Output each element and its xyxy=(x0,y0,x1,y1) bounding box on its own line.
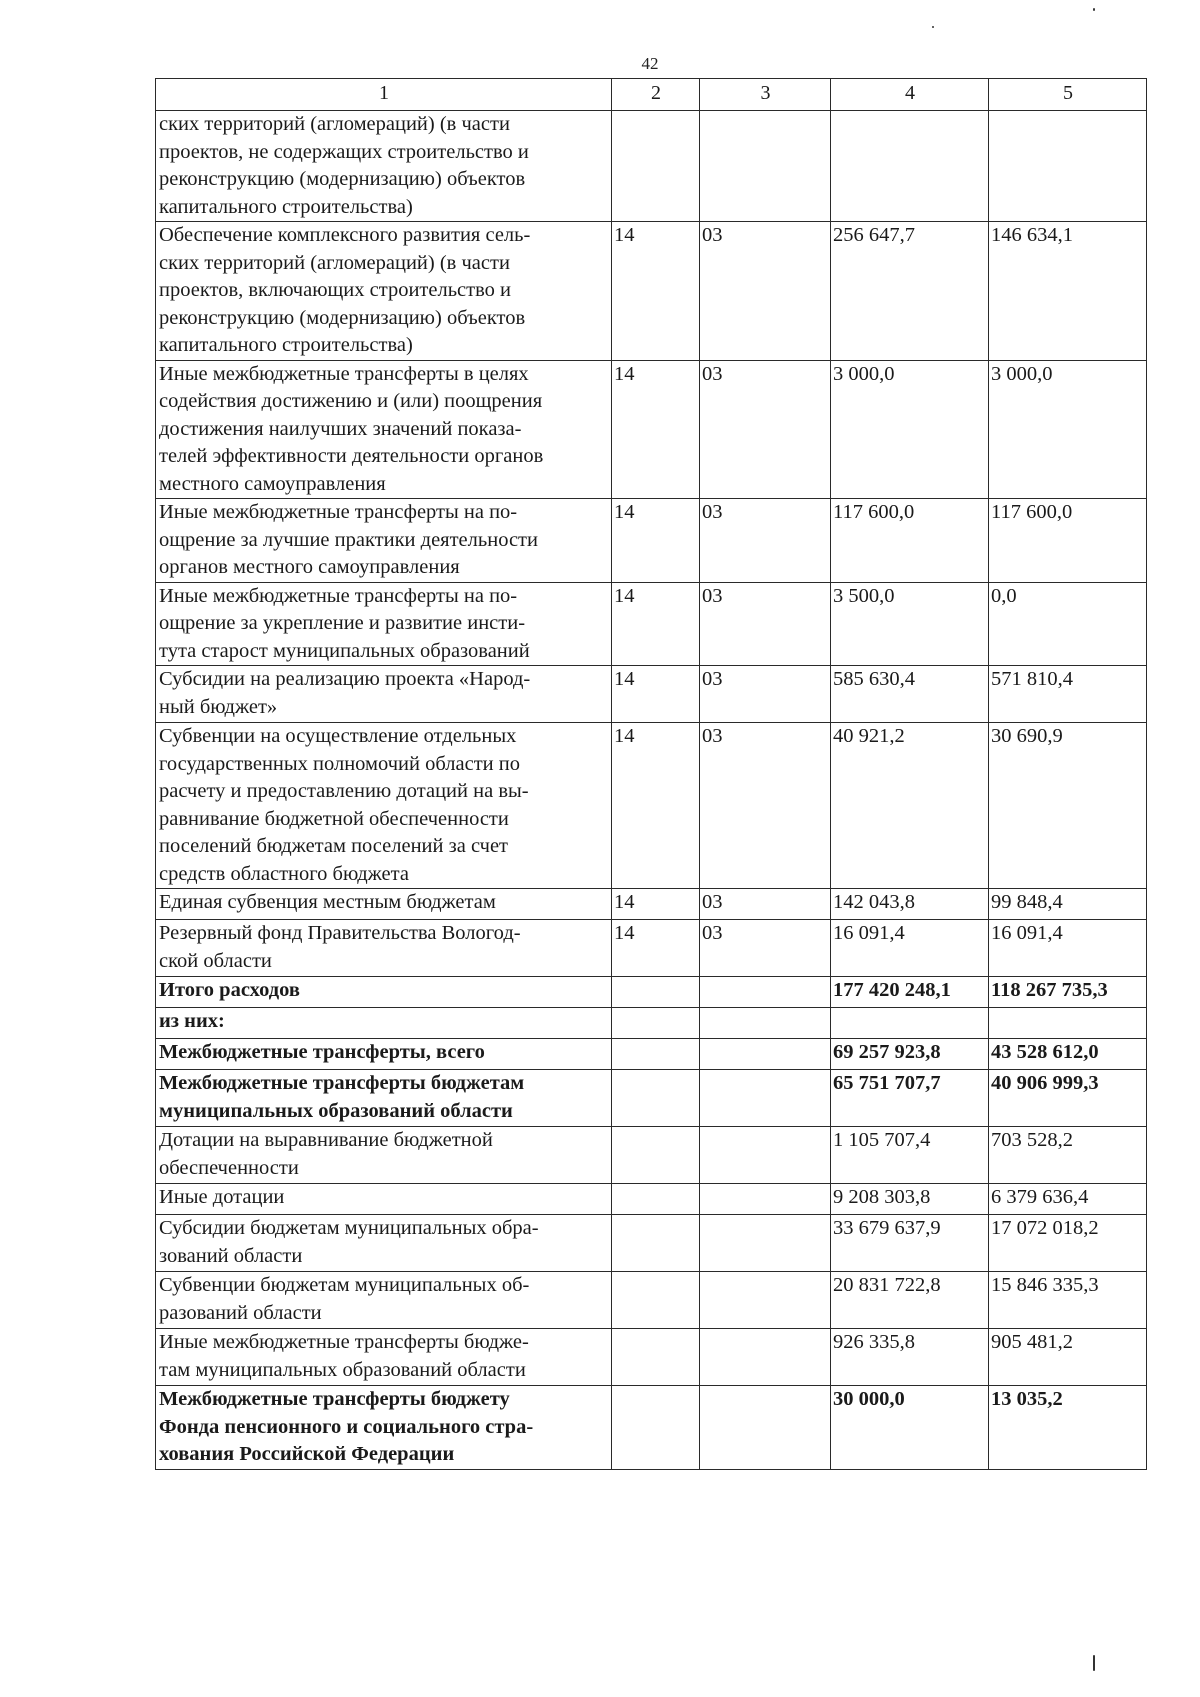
table-row xyxy=(156,920,1147,977)
row-code-cell xyxy=(612,977,700,1008)
row-amount-plan-cell: 256 647,7 xyxy=(831,222,989,361)
row-amount-fact-cell: 30 690,9 xyxy=(989,723,1147,889)
scan-speck xyxy=(1093,8,1095,11)
row-amount-plan-cell: 177 420 248,1 xyxy=(831,977,989,1008)
row-amount-fact-cell: 15 846 335,3 xyxy=(989,1272,1147,1329)
header-cell-5: 5 xyxy=(989,79,1147,111)
row-name-cell: Резервный фонд Правительства Вологод- ской области xyxy=(156,920,612,977)
row-amount-plan-cell xyxy=(831,1008,989,1039)
row-code-cell xyxy=(612,1008,700,1039)
row-code-cell xyxy=(612,1127,700,1184)
table-row xyxy=(156,1386,1147,1470)
row-amount-plan-cell: 33 679 637,9 xyxy=(831,1215,989,1272)
row-amount-plan-cell: 3 000,0 xyxy=(831,360,989,499)
row-subcode-cell xyxy=(700,1184,831,1215)
row-name-cell: Иные межбюджетные трансферты на по- ощрение за лучшие практики деятельности органов местного самоуправления xyxy=(156,499,612,583)
header-cell-3: 3 xyxy=(700,79,831,111)
row-amount-plan-cell: 142 043,8 xyxy=(831,889,989,920)
row-amount-plan-cell: 69 257 923,8 xyxy=(831,1039,989,1070)
row-amount-fact-cell xyxy=(989,1008,1147,1039)
table-row xyxy=(156,222,1147,361)
table-row xyxy=(156,360,1147,499)
row-code-cell xyxy=(612,111,700,222)
row-amount-plan-cell: 30 000,0 xyxy=(831,1386,989,1470)
row-amount-fact-cell: 118 267 735,3 xyxy=(989,977,1147,1008)
row-name-cell: Итого расходов xyxy=(156,977,612,1008)
row-amount-fact-cell: 43 528 612,0 xyxy=(989,1039,1147,1070)
table-row xyxy=(156,1272,1147,1329)
table-row xyxy=(156,1329,1147,1386)
row-amount-fact-cell: 703 528,2 xyxy=(989,1127,1147,1184)
scan-speck xyxy=(932,26,934,28)
row-code-cell: 14 xyxy=(612,666,700,723)
row-name-cell: Обеспечение комплексного развития сель- ских территорий (агломераций) (в части проектов, включающих строительство и реконструкцию (модернизацию) объектов капитального строительства) xyxy=(156,222,612,361)
row-subcode-cell: 03 xyxy=(700,499,831,583)
row-name-cell: Иные межбюджетные трансферты в целях содействия достижению и (или) поощрения достижения наилучших значений показа- телей эффективности деятельности органов местного самоуправления xyxy=(156,360,612,499)
row-name-cell: из них: xyxy=(156,1008,612,1039)
row-name-cell: Иные межбюджетные трансферты на по- ощрение за укрепление и развитие инсти- тута старост муниципальных образований xyxy=(156,582,612,666)
row-amount-plan-cell: 9 208 303,8 xyxy=(831,1184,989,1215)
table-row xyxy=(156,499,1147,583)
row-name-cell: Субсидии на реализацию проекта «Народ- ный бюджет» xyxy=(156,666,612,723)
header-row xyxy=(156,79,1147,111)
header-cell-4: 4 xyxy=(831,79,989,111)
row-amount-fact-cell: 3 000,0 xyxy=(989,360,1147,499)
table-row xyxy=(156,666,1147,723)
row-amount-fact-cell: 17 072 018,2 xyxy=(989,1215,1147,1272)
row-name-cell: Дотации на выравнивание бюджетной обеспеченности xyxy=(156,1127,612,1184)
row-subcode-cell: 03 xyxy=(700,723,831,889)
row-subcode-cell xyxy=(700,1215,831,1272)
row-subcode-cell xyxy=(700,1329,831,1386)
row-code-cell xyxy=(612,1272,700,1329)
table-row xyxy=(156,889,1147,920)
row-amount-fact-cell: 905 481,2 xyxy=(989,1329,1147,1386)
budget-table xyxy=(155,78,1147,1470)
row-amount-plan-cell: 16 091,4 xyxy=(831,920,989,977)
row-name-cell: Межбюджетные трансферты бюджетам муниципальных образований области xyxy=(156,1070,612,1127)
row-amount-fact-cell: 117 600,0 xyxy=(989,499,1147,583)
row-code-cell: 14 xyxy=(612,889,700,920)
row-code-cell xyxy=(612,1070,700,1127)
header-cell-1: 1 xyxy=(156,79,612,111)
row-code-cell xyxy=(612,1184,700,1215)
row-name-cell: Межбюджетные трансферты, всего xyxy=(156,1039,612,1070)
table-row xyxy=(156,1127,1147,1184)
page-number: 42 xyxy=(641,54,659,73)
row-amount-plan-cell: 65 751 707,7 xyxy=(831,1070,989,1127)
row-code-cell: 14 xyxy=(612,723,700,889)
row-amount-plan-cell: 1 105 707,4 xyxy=(831,1127,989,1184)
row-amount-plan-cell: 585 630,4 xyxy=(831,666,989,723)
row-code-cell xyxy=(612,1329,700,1386)
row-subcode-cell: 03 xyxy=(700,222,831,361)
row-name-cell: Субсидии бюджетам муниципальных обра- зований области xyxy=(156,1215,612,1272)
row-amount-fact-cell: 0,0 xyxy=(989,582,1147,666)
table-row xyxy=(156,1215,1147,1272)
table-row xyxy=(156,111,1147,222)
row-subcode-cell xyxy=(700,1127,831,1184)
row-subcode-cell: 03 xyxy=(700,582,831,666)
row-amount-fact-cell: 40 906 999,3 xyxy=(989,1070,1147,1127)
row-amount-fact-cell xyxy=(989,111,1147,222)
row-amount-plan-cell: 926 335,8 xyxy=(831,1329,989,1386)
row-amount-fact-cell: 13 035,2 xyxy=(989,1386,1147,1470)
row-amount-plan-cell xyxy=(831,111,989,222)
table-row xyxy=(156,977,1147,1008)
row-name-cell: Иные дотации xyxy=(156,1184,612,1215)
row-amount-fact-cell: 6 379 636,4 xyxy=(989,1184,1147,1215)
row-code-cell xyxy=(612,1039,700,1070)
table-row xyxy=(156,582,1147,666)
row-subcode-cell: 03 xyxy=(700,360,831,499)
row-subcode-cell xyxy=(700,1272,831,1329)
row-subcode-cell xyxy=(700,1039,831,1070)
row-amount-fact-cell: 146 634,1 xyxy=(989,222,1147,361)
table-row xyxy=(156,1070,1147,1127)
row-name-cell: Иные межбюджетные трансферты бюдже- там муниципальных образований области xyxy=(156,1329,612,1386)
row-code-cell: 14 xyxy=(612,582,700,666)
row-name-cell: Единая субвенция местным бюджетам xyxy=(156,889,612,920)
row-amount-fact-cell: 571 810,4 xyxy=(989,666,1147,723)
row-name-cell: Субвенции на осуществление отдельных государственных полномочий области по расчету и предоставлению дотаций на вы- равнивание бюджетной обеспеченности поселений бюджетам поселений за счет средств областного бюджета xyxy=(156,723,612,889)
row-subcode-cell: 03 xyxy=(700,889,831,920)
row-subcode-cell xyxy=(700,111,831,222)
row-subcode-cell xyxy=(700,1386,831,1470)
row-code-cell: 14 xyxy=(612,499,700,583)
row-amount-plan-cell: 20 831 722,8 xyxy=(831,1272,989,1329)
row-code-cell xyxy=(612,1386,700,1470)
row-subcode-cell xyxy=(700,1070,831,1127)
row-amount-fact-cell: 99 848,4 xyxy=(989,889,1147,920)
row-code-cell: 14 xyxy=(612,920,700,977)
row-code-cell: 14 xyxy=(612,222,700,361)
row-code-cell: 14 xyxy=(612,360,700,499)
scan-speck xyxy=(1093,1655,1095,1671)
table-row xyxy=(156,1039,1147,1070)
row-amount-fact-cell: 16 091,4 xyxy=(989,920,1147,977)
row-subcode-cell: 03 xyxy=(700,666,831,723)
row-subcode-cell: 03 xyxy=(700,920,831,977)
row-subcode-cell xyxy=(700,977,831,1008)
row-amount-plan-cell: 117 600,0 xyxy=(831,499,989,583)
row-subcode-cell xyxy=(700,1008,831,1039)
header-cell-2: 2 xyxy=(612,79,700,111)
row-code-cell xyxy=(612,1215,700,1272)
row-amount-plan-cell: 3 500,0 xyxy=(831,582,989,666)
table-row xyxy=(156,723,1147,889)
table-row xyxy=(156,1184,1147,1215)
row-name-cell: Межбюджетные трансферты бюджету Фонда пенсионного и социального стра- хования Российской Федерации xyxy=(156,1386,612,1470)
table-body xyxy=(156,79,1147,1470)
table-row xyxy=(156,1008,1147,1039)
row-amount-plan-cell: 40 921,2 xyxy=(831,723,989,889)
row-name-cell: ских территорий (агломераций) (в части проектов, не содержащих строительство и реконструкцию (модернизацию) объектов капитального строительства) xyxy=(156,111,612,222)
row-name-cell: Субвенции бюджетам муниципальных об- разований области xyxy=(156,1272,612,1329)
